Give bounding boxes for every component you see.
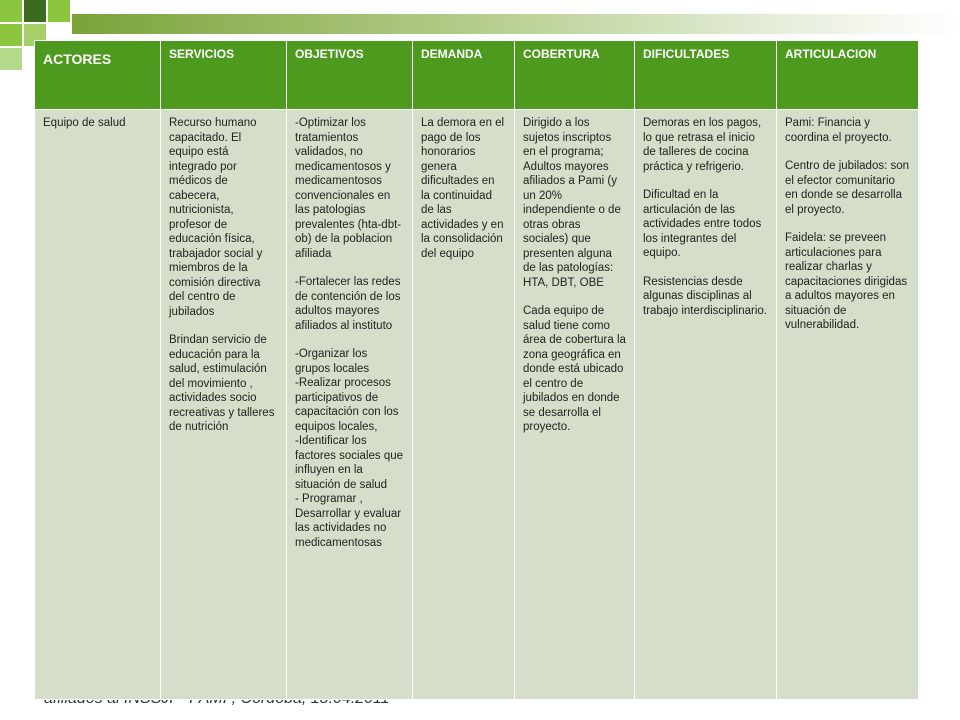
decor-square bbox=[24, 0, 46, 22]
cell-paragraph: Faidela: se preveen articulaciones para realizar charlas y capacitaciones dirigidas a adultos mayores en situación de vulnerabilidad. bbox=[785, 232, 908, 331]
cell-paragraph: Resistencias desde algunas disciplinas al trabajo interdisciplinario. bbox=[643, 275, 768, 317]
cell-paragraph: -Optimizar los tratamientos validados, no medicamentosos y medicamentosos convencionales en las patologias prevalentes (hta-dbt-ob) de la poblacion afiliada bbox=[295, 117, 402, 260]
cell-paragraph: Pami: Financia y coordina el proyecto. bbox=[785, 117, 892, 144]
cell-paragraph: Dirigido a los sujetos inscriptos en el programa; Adultos mayores afiliados a Pami (y un 20% independiente o de otras obras sociales) que presenten alguna de las patologías: HTA, DBT, OBE bbox=[523, 117, 621, 289]
cell-paragraph: -Organizar los grupos locales -Realizar procesos participativos de capacitación con los equipos locales, -Identificar los factores sociales que influyen en la situación de salud - Programar , Desarrollar y evaluar las actividades no medicamentosas bbox=[295, 348, 404, 549]
header-articulacion: ARTICULACION bbox=[777, 41, 919, 110]
cell-cobertura bbox=[515, 110, 635, 700]
cell-paragraph: Centro de jubilados: son el efector comunitario en donde se desarrolla el proyecto. bbox=[785, 160, 910, 216]
cell-paragraph: Recurso humano capacitado. El equipo está integrado por médicos de cabecera, nutricionista, profesor de educación física, trabajador social y miembros de la comisión directiva del centro de jubilados bbox=[169, 117, 263, 318]
cell-paragraph: -Fortalecer las redes de contención de los adultos mayores afiliados al instituto bbox=[295, 276, 401, 332]
decor-square bbox=[0, 24, 22, 46]
cell-paragraph: Cada equipo de salud tiene como área de cobertura la zona geográfica en donde está ubicado el centro de jubilados en donde se desarrolla el proyecto. bbox=[523, 305, 626, 433]
actors-table bbox=[34, 40, 919, 700]
cell-paragraph: Demoras en los pagos, lo que retrasa el inicio de talleres de cocina práctica y refrigerio. bbox=[643, 117, 762, 173]
header-objetivos: OBJETIVOS bbox=[287, 41, 413, 110]
header-demanda: DEMANDA bbox=[413, 41, 515, 110]
header-cobertura: COBERTURA bbox=[515, 41, 635, 110]
cell-paragraph: La demora en el pago de los honorarios genera dificultades en la continuidad de las actividades y en la consolidación del equipo bbox=[421, 117, 505, 260]
header-dificultades: DIFICULTADES bbox=[635, 41, 777, 110]
decor-square bbox=[0, 0, 22, 22]
cell-paragraph: Brindan servicio de educación para la salud, estimulación del movimiento , actividades socio recreativas y talleres de nutrición bbox=[169, 334, 275, 433]
decor-square bbox=[0, 48, 22, 70]
cell-paragraph: Dificultad en la articulación de las actividades entre todos los integrantes del equipo. bbox=[643, 189, 762, 259]
cell-demanda bbox=[413, 110, 515, 700]
table-row bbox=[35, 110, 919, 700]
table-header-row bbox=[35, 41, 919, 110]
decor-square bbox=[48, 0, 70, 22]
header-gradient-bar bbox=[72, 14, 960, 34]
header-servicios: SERVICIOS bbox=[161, 41, 287, 110]
cell-actores bbox=[35, 110, 161, 700]
cell-servicios bbox=[161, 110, 287, 700]
cell-articulacion bbox=[777, 110, 919, 700]
cell-dificultades bbox=[635, 110, 777, 700]
cell-objetivos bbox=[287, 110, 413, 700]
header-actores: ACTORES bbox=[35, 41, 161, 110]
cell-paragraph: Equipo de salud bbox=[43, 117, 126, 129]
